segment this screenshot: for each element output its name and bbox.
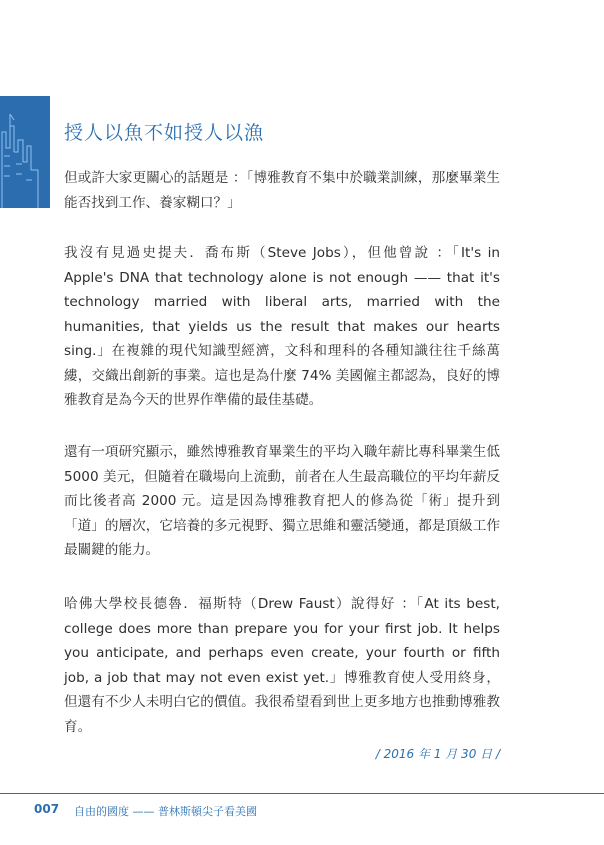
date-line: / 2016 年 1 月 30 日 / [375,747,500,761]
running-footer-title: 自由的國度 —— 普林斯頓尖子看美國 [74,805,257,818]
section-title: 授人以魚不如授人以漁 [64,122,265,144]
paragraph-3: 還有一項研究顯示，雖然博雅教育畢業生的平均入職年薪比專科畢業生低 5000 美元，但隨着在職場向上流動，前者在人生最高職位的平均年薪反而比後者高 2000 元。這是因為博雅教育把人的修為從「術」提升到「道」的層次，它培養的多元視野、獨立思維和靈活變通，都是頂級工作最關鍵的能力。 [64,444,500,558]
page-number: 007 [34,802,60,816]
paragraph-1: 但或許大家更關心的話題是 ：「博雅教育不集中於職業訓練，那麼畢業生能否找到工作、養家糊口？」 [64,170,500,211]
section-marker [0,96,50,208]
city-skyline-icon [0,96,50,208]
paragraph-2: 我沒有見過史提夫．喬布斯（Steve Jobs），但他曾說 ：「It's in Apple's DNA that technology alone is not enough —— that it's technology married with liberal arts, married with the humanities, that yields us the result that makes our hearts sing.」在複雜的現代知識型經濟，文科和理科的各種知識往往千絲萬縷，交織出創新的事業。這也是為什麼 74% 美國僱主都認為，良好的博雅教育是為今天的世界作準備的最佳基礎。 [64,245,500,408]
paragraph-4: 哈佛大學校長德魯．福斯特（Drew Faust）說得好 ：「At its best, college does more than prepare you for your first job. It helps you anticipate, and perhaps even create, your fourth or fifth job, a job that may not even exist yet.」博雅教育使人受用終身，但還有不少人未明白它的價值。我很希望看到世上更多地方也推動博雅教育。 [64,596,500,735]
footer-divider [0,793,604,794]
